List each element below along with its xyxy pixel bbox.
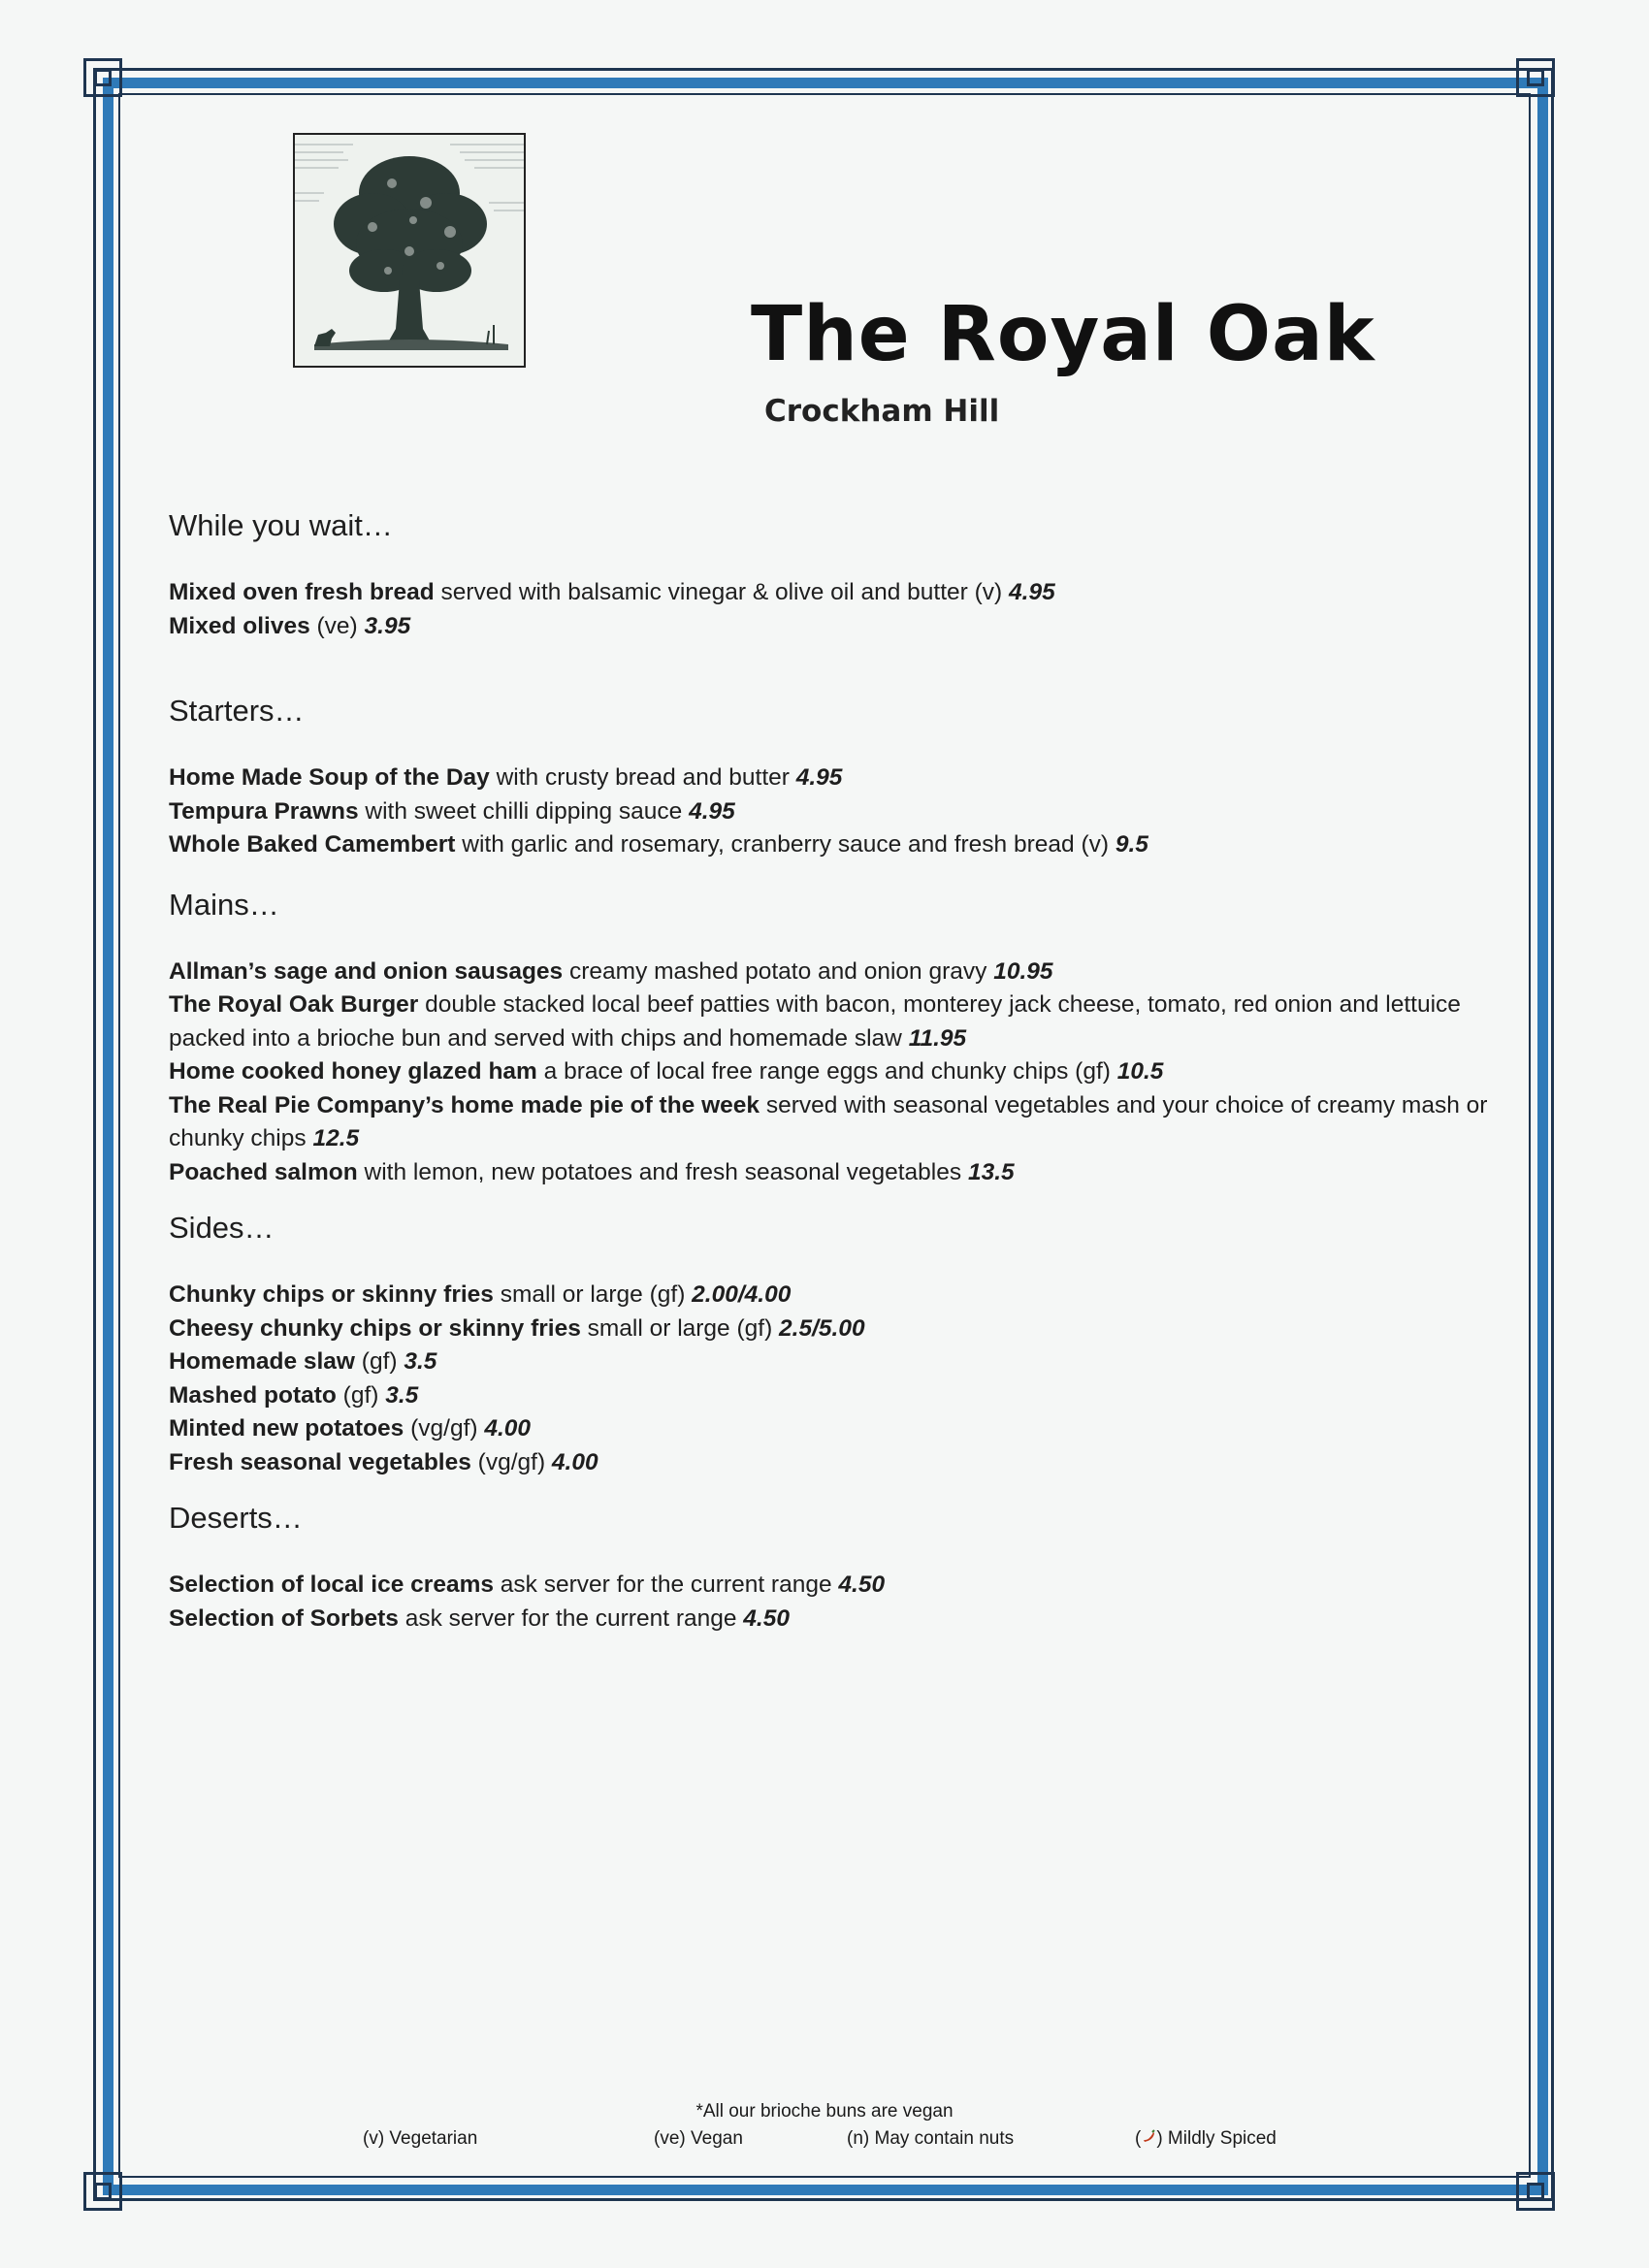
item-name: Home Made Soup of the Day (169, 764, 490, 791)
corner-ornament-top-left (83, 58, 122, 97)
section-heading: Deserts… (169, 1501, 303, 1535)
menu-items (169, 1279, 1488, 1479)
corner-ornament-bottom-right (1516, 2172, 1555, 2211)
item-price: 11.95 (908, 1024, 967, 1052)
menu-item (169, 1569, 1488, 1603)
restaurant-location: Crockham Hill (764, 394, 1000, 429)
item-name: Mixed olives (169, 612, 310, 639)
legend-vegan: (ve) Vegan (654, 2128, 743, 2149)
section-heading: Sides… (169, 1211, 275, 1245)
item-description: (ve) (309, 612, 365, 639)
legend-mildly-spiced (1135, 2128, 1277, 2150)
menu-item (169, 795, 1488, 829)
item-description: with crusty bread and butter (489, 764, 796, 791)
legend-vegetarian: (v) Vegetarian (363, 2128, 478, 2149)
item-price: 12.5 (312, 1125, 360, 1151)
item-price: 9.5 (1115, 831, 1148, 858)
item-name: Selection of Sorbets (169, 1604, 399, 1632)
item-description: (vg/gf) (404, 1415, 485, 1442)
item-description: served with balsamic vinegar & olive oil and butter (v) (434, 579, 1010, 605)
item-description: with sweet chilli dipping sauce (358, 797, 690, 825)
legend-spiced-open: ( (1135, 2128, 1142, 2149)
item-price: 2.00/4.00 (692, 1281, 792, 1308)
chilli-icon (1141, 2128, 1156, 2149)
item-name: Allman’s sage and onion sausages (169, 957, 564, 985)
item-name: Fresh seasonal vegetables (169, 1448, 471, 1475)
item-price: 10.5 (1116, 1058, 1164, 1085)
item-price: 3.95 (364, 612, 411, 639)
item-name: Home cooked honey glazed ham (169, 1058, 537, 1085)
menu-item (169, 761, 1488, 795)
legend-nuts: (n) May contain nuts (847, 2128, 1015, 2149)
item-name: Mixed oven fresh bread (169, 579, 435, 605)
item-name: Poached salmon (169, 1158, 358, 1185)
section-heading: Mains… (169, 887, 279, 922)
menu-item (169, 1312, 1488, 1346)
oak-tree-logo-icon (293, 133, 526, 368)
item-price: 4.00 (551, 1448, 598, 1475)
item-name: Homemade slaw (169, 1348, 355, 1375)
item-price: 4.95 (689, 797, 735, 825)
item-name: Minted new potatoes (169, 1415, 404, 1442)
item-description: a brace of local free range eggs and chunky chips (gf) (536, 1058, 1117, 1085)
item-description: (vg/gf) (470, 1448, 552, 1475)
item-description: with garlic and rosemary, cranberry sauce and fresh bread (v) (455, 831, 1116, 858)
menu-item (169, 1446, 1488, 1480)
item-description: served with seasonal vegetables and your choice of creamy mash or chunky chips (169, 1091, 1488, 1151)
item-description: ask server for the current range (398, 1604, 744, 1632)
item-name: Cheesy chunky chips or skinny fries (169, 1314, 581, 1342)
item-name: The Real Pie Company’s home made pie of the week (169, 1091, 760, 1118)
section-deserts (169, 1501, 1488, 1636)
item-price: 4.50 (743, 1604, 790, 1632)
menu-content (169, 508, 1488, 1636)
item-price: 2.5/5.00 (779, 1314, 865, 1342)
menu-item (169, 576, 1488, 610)
vegan-buns-note: *All our brioche buns are vegan (695, 2101, 954, 2122)
menu-item (169, 1089, 1488, 1156)
menu-item (169, 1055, 1488, 1089)
menu-item (169, 610, 1488, 644)
menu-item (169, 1603, 1488, 1636)
item-description: creamy mashed potato and onion gravy (563, 957, 994, 985)
menu-item (169, 956, 1488, 989)
section-sides (169, 1211, 1488, 1479)
menu-item (169, 1156, 1488, 1190)
item-price: 4.95 (1009, 579, 1055, 605)
menu-item (169, 828, 1488, 862)
menu-items (169, 576, 1488, 643)
menu-item (169, 1379, 1488, 1413)
item-description: small or large (gf) (493, 1281, 693, 1308)
item-price: 10.95 (993, 957, 1053, 985)
section-heading: While you wait… (169, 508, 393, 542)
menu-items (169, 956, 1488, 1190)
menu-item (169, 1279, 1488, 1312)
section-while-you-wait (169, 508, 1488, 643)
item-name: The Royal Oak Burger (169, 991, 419, 1018)
menu-items (169, 1569, 1488, 1636)
corner-ornament-top-right (1516, 58, 1555, 97)
item-name: Selection of local ice creams (169, 1571, 494, 1598)
item-price: 3.5 (404, 1348, 437, 1375)
item-description: (gf) (355, 1348, 404, 1375)
item-name: Chunky chips or skinny fries (169, 1281, 494, 1308)
corner-ornament-bottom-left (83, 2172, 122, 2211)
menu-item (169, 988, 1488, 1055)
item-description: (gf) (336, 1381, 386, 1409)
legend-spiced-label: ) Mildly Spiced (1156, 2128, 1277, 2149)
menu-items (169, 761, 1488, 862)
item-name: Mashed potato (169, 1381, 337, 1409)
item-price: 4.95 (795, 764, 843, 791)
item-description: double stacked local beef patties with bacon, monterey jack cheese, tomato, red onion and lettuice packed into a brioche bun and served with chips and homemade slaw (169, 991, 1461, 1052)
item-description: ask server for the current range (494, 1571, 839, 1598)
item-name: Tempura Prawns (169, 797, 359, 825)
item-price: 13.5 (967, 1158, 1015, 1185)
item-price: 3.5 (385, 1381, 419, 1409)
item-price: 4.00 (484, 1415, 532, 1442)
menu-item (169, 1345, 1488, 1379)
item-description: with lemon, new potatoes and fresh seasonal vegetables (357, 1158, 968, 1185)
item-price: 4.50 (838, 1571, 886, 1598)
section-starters (169, 694, 1488, 862)
section-mains (169, 888, 1488, 1190)
section-heading: Starters… (169, 694, 305, 728)
restaurant-title: The Royal Oak (751, 291, 1375, 378)
item-description: small or large (gf) (580, 1314, 780, 1342)
menu-item (169, 1412, 1488, 1446)
item-name: Whole Baked Camembert (169, 831, 456, 858)
